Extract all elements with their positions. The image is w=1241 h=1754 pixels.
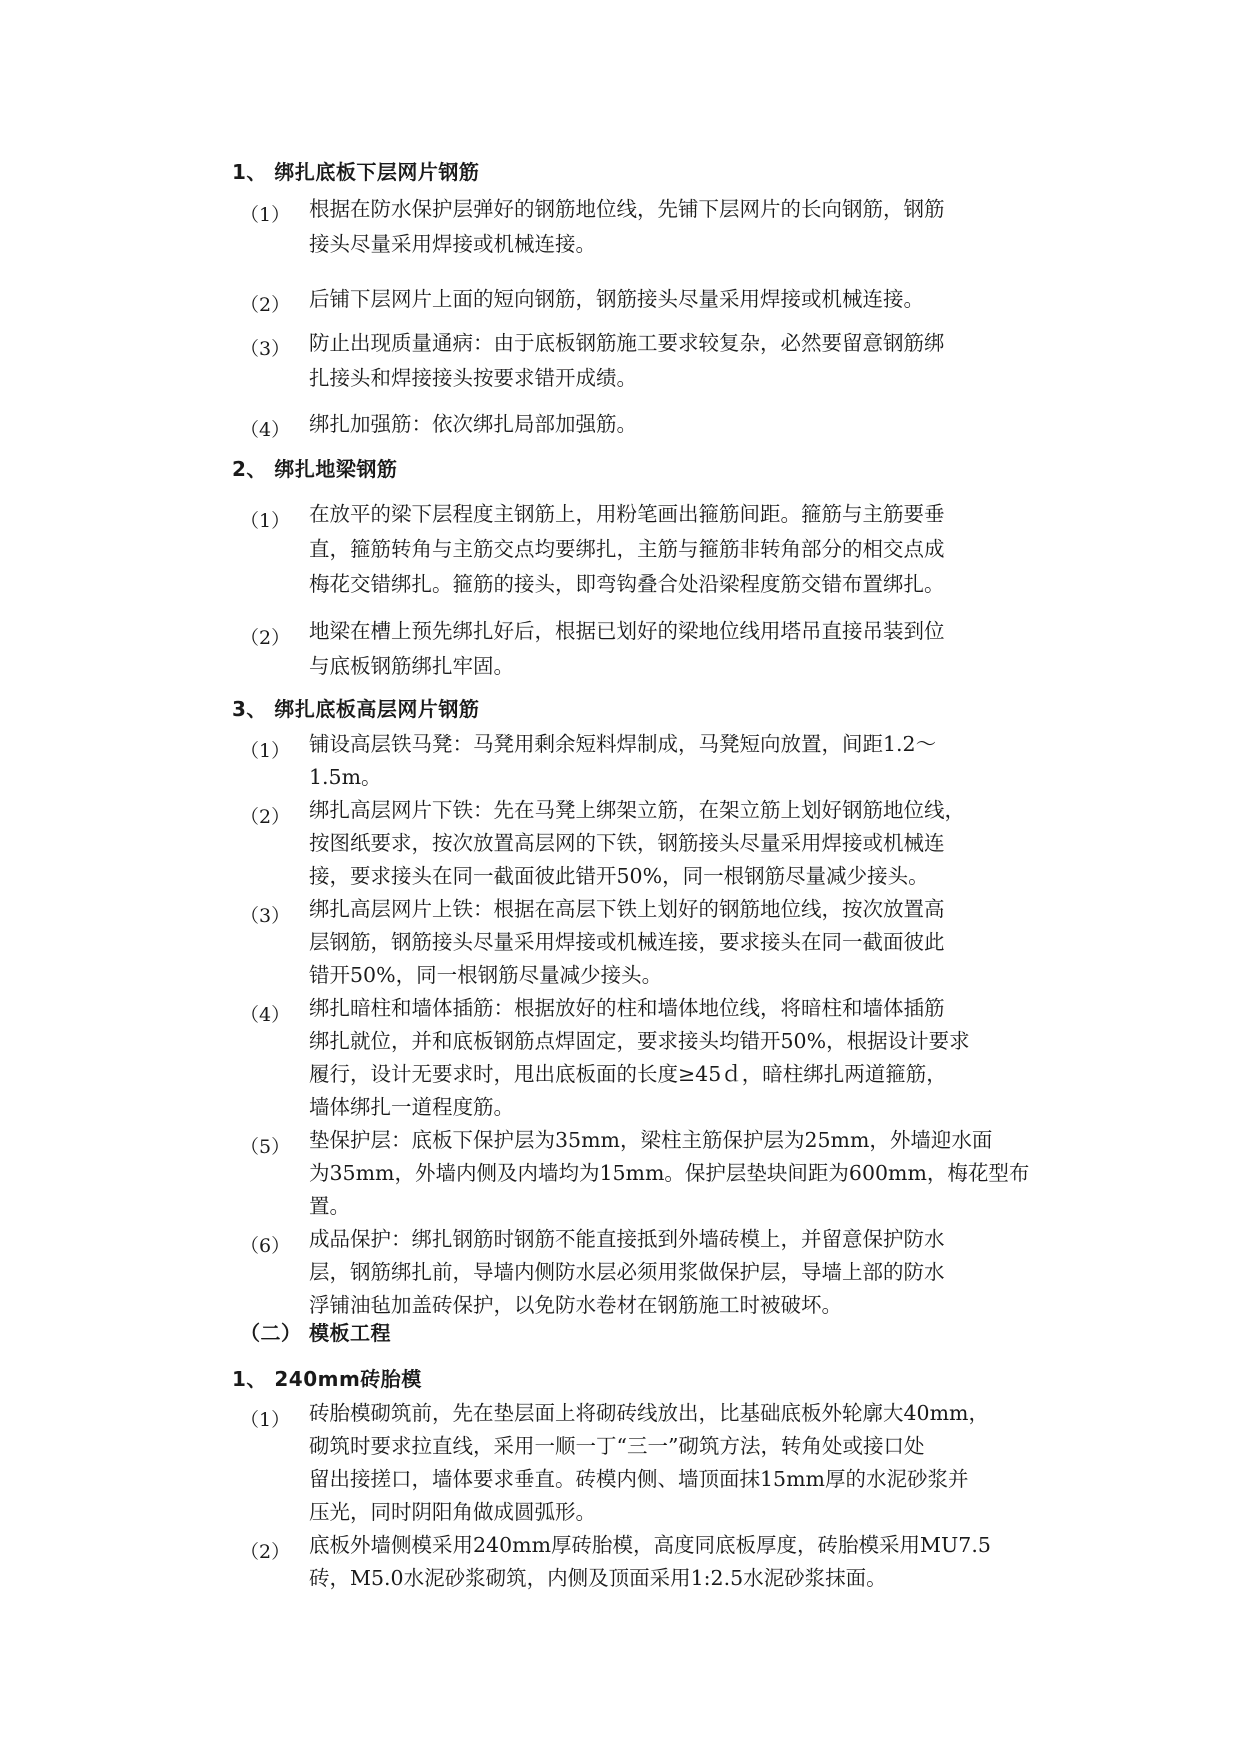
text-line: 砖胎模砌筑前，先在垫层面上将砌砖线放出，比基础底板外轮廓大40mm， [309, 1401, 989, 1425]
text-line: 与底板钢筋绑扎牢固。 [309, 654, 514, 678]
text-line: 绑扎加强筋：依次绑扎局部加强筋。 [309, 412, 637, 436]
item-number: （2） [240, 627, 291, 649]
item-text [309, 1223, 1069, 1322]
text-line: 扎接头和焊接接头按要求错开成绩。 [309, 366, 637, 390]
text-line: 压光，同时阴阳角做成圆弧形。 [309, 1500, 596, 1524]
item-number: （4） [240, 1004, 291, 1026]
text-line: 按图纸要求，按次放置高层网的下铁，钢筋接头尽量采用焊接或机械连 [309, 831, 945, 855]
item-number: （3） [240, 338, 291, 360]
text-line: 成品保护：绑扎钢筋时钢筋不能直接抵到外墙砖模上，并留意保护防水 [309, 1227, 945, 1251]
item-number: （6） [240, 1235, 291, 1257]
item-text [309, 1397, 1069, 1529]
text-line: 防止出现质量通病：由于底板钢筋施工要求较复杂，必然要留意钢筋绑 [309, 331, 945, 355]
text-line: 后铺下层网片上面的短向钢筋，钢筋接头尽量采用焊接或机械连接。 [309, 287, 924, 311]
item-text [309, 407, 1069, 442]
item-number: （1） [240, 740, 291, 762]
text-line: 铺设高层铁马凳：马凳用剩余短料焊制成，马凳短向放置，间距1.2～ [309, 732, 937, 756]
item-number: （2） [240, 806, 291, 828]
text-line: 接，要求接头在同一截面彼此错开50%，同一根钢筋尽量减少接头。 [309, 864, 929, 888]
text-line: 层，钢筋绑扎前，导墙内侧防水层必须用浆做保护层，导墙上部的防水 [309, 1260, 945, 1284]
item-number: （4） [240, 419, 291, 441]
text-line: 绑扎高层网片上铁：根据在高层下铁上划好的钢筋地位线，按次放置高 [309, 897, 945, 921]
item-text [309, 794, 1069, 893]
item-text [309, 282, 1069, 317]
item-text [309, 1529, 1069, 1595]
text-line: 置。 [309, 1194, 350, 1218]
item-number: （2） [240, 1541, 291, 1563]
section-heading: 3、 绑扎底板高层网片钢筋 [232, 697, 480, 721]
text-line: 浮铺油毡加盖砖保护，以免防水卷材在钢筋施工时被破坏。 [309, 1293, 842, 1317]
item-text [309, 992, 1069, 1124]
text-line: 留出接搓口，墙体要求垂直。砖模内侧、墙顶面抹15mm厚的水泥砂浆并 [309, 1467, 969, 1491]
text-line: 为35mm，外墙内侧及内墙均为15mm。保护层垫块间距为600mm，梅花型布 [309, 1161, 1030, 1185]
section-heading: （二） 模板工程 [240, 1321, 391, 1345]
text-line: 接头尽量采用焊接或机械连接。 [309, 232, 596, 256]
item-text [309, 1124, 1069, 1223]
text-line: 1.5m。 [309, 765, 382, 789]
text-line: 垫保护层：底板下保护层为35mm，梁柱主筋保护层为25mm，外墙迎水面 [309, 1128, 993, 1152]
item-text [309, 728, 1069, 794]
item-number: （1） [240, 510, 291, 532]
item-number: （2） [240, 294, 291, 316]
item-number: （1） [240, 204, 291, 226]
section-heading: 1、 240mm砖胎模 [232, 1367, 422, 1391]
text-line: 墙体绑扎一道程度筋。 [309, 1095, 514, 1119]
section-heading: 1、 绑扎底板下层网片钢筋 [232, 160, 480, 184]
item-text [309, 326, 1069, 396]
text-line: 绑扎就位，并和底板钢筋点焊固定，要求接头均错开50%，根据设计要求 [309, 1029, 970, 1053]
text-line: 在放平的梁下层程度主钢筋上，用粉笔画出箍筋间距。箍筋与主筋要垂 [309, 502, 945, 526]
text-line: 砖，M5.0水泥砂浆砌筑，内侧及顶面采用1:2.5水泥砂浆抹面。 [309, 1566, 887, 1590]
text-line: 地梁在槽上预先绑扎好后，根据已划好的梁地位线用塔吊直接吊装到位 [309, 619, 945, 643]
text-line: 层钢筋，钢筋接头尽量采用焊接或机械连接，要求接头在同一截面彼此 [309, 930, 945, 954]
text-line: 砌筑时要求拉直线，采用一顺一丁“三一”砌筑方法，转角处或接口处 [309, 1434, 925, 1458]
item-number: （5） [240, 1136, 291, 1158]
item-text [309, 192, 1069, 262]
item-text [309, 497, 1069, 602]
item-text [309, 893, 1069, 992]
text-line: 梅花交错绑扎。箍筋的接头，即弯钩叠合处沿梁程度筋交错布置绑扎。 [309, 572, 945, 596]
text-line: 直，箍筋转角与主筋交点均要绑扎，主筋与箍筋非转角部分的相交点成 [309, 537, 945, 561]
text-line: 履行，设计无要求时，甩出底板面的长度≥45ｄ，暗柱绑扎两道箍筋， [309, 1062, 947, 1086]
section-heading: 2、 绑扎地梁钢筋 [232, 457, 398, 481]
item-text [309, 614, 1069, 684]
text-line: 绑扎高层网片下铁：先在马凳上绑架立筋，在架立筋上划好钢筋地位线， [309, 798, 965, 822]
text-line: 错开50%，同一根钢筋尽量减少接头。 [309, 963, 663, 987]
text-line: 绑扎暗柱和墙体插筋：根据放好的柱和墙体地位线，将暗柱和墙体插筋 [309, 996, 945, 1020]
text-line: 根据在防水保护层弹好的钢筋地位线，先铺下层网片的长向钢筋，钢筋 [309, 197, 945, 221]
item-number: （3） [240, 905, 291, 927]
item-number: （1） [240, 1409, 291, 1431]
text-line: 底板外墙侧模采用240mm厚砖胎模，高度同底板厚度，砖胎模采用MU7.5 [309, 1533, 991, 1557]
